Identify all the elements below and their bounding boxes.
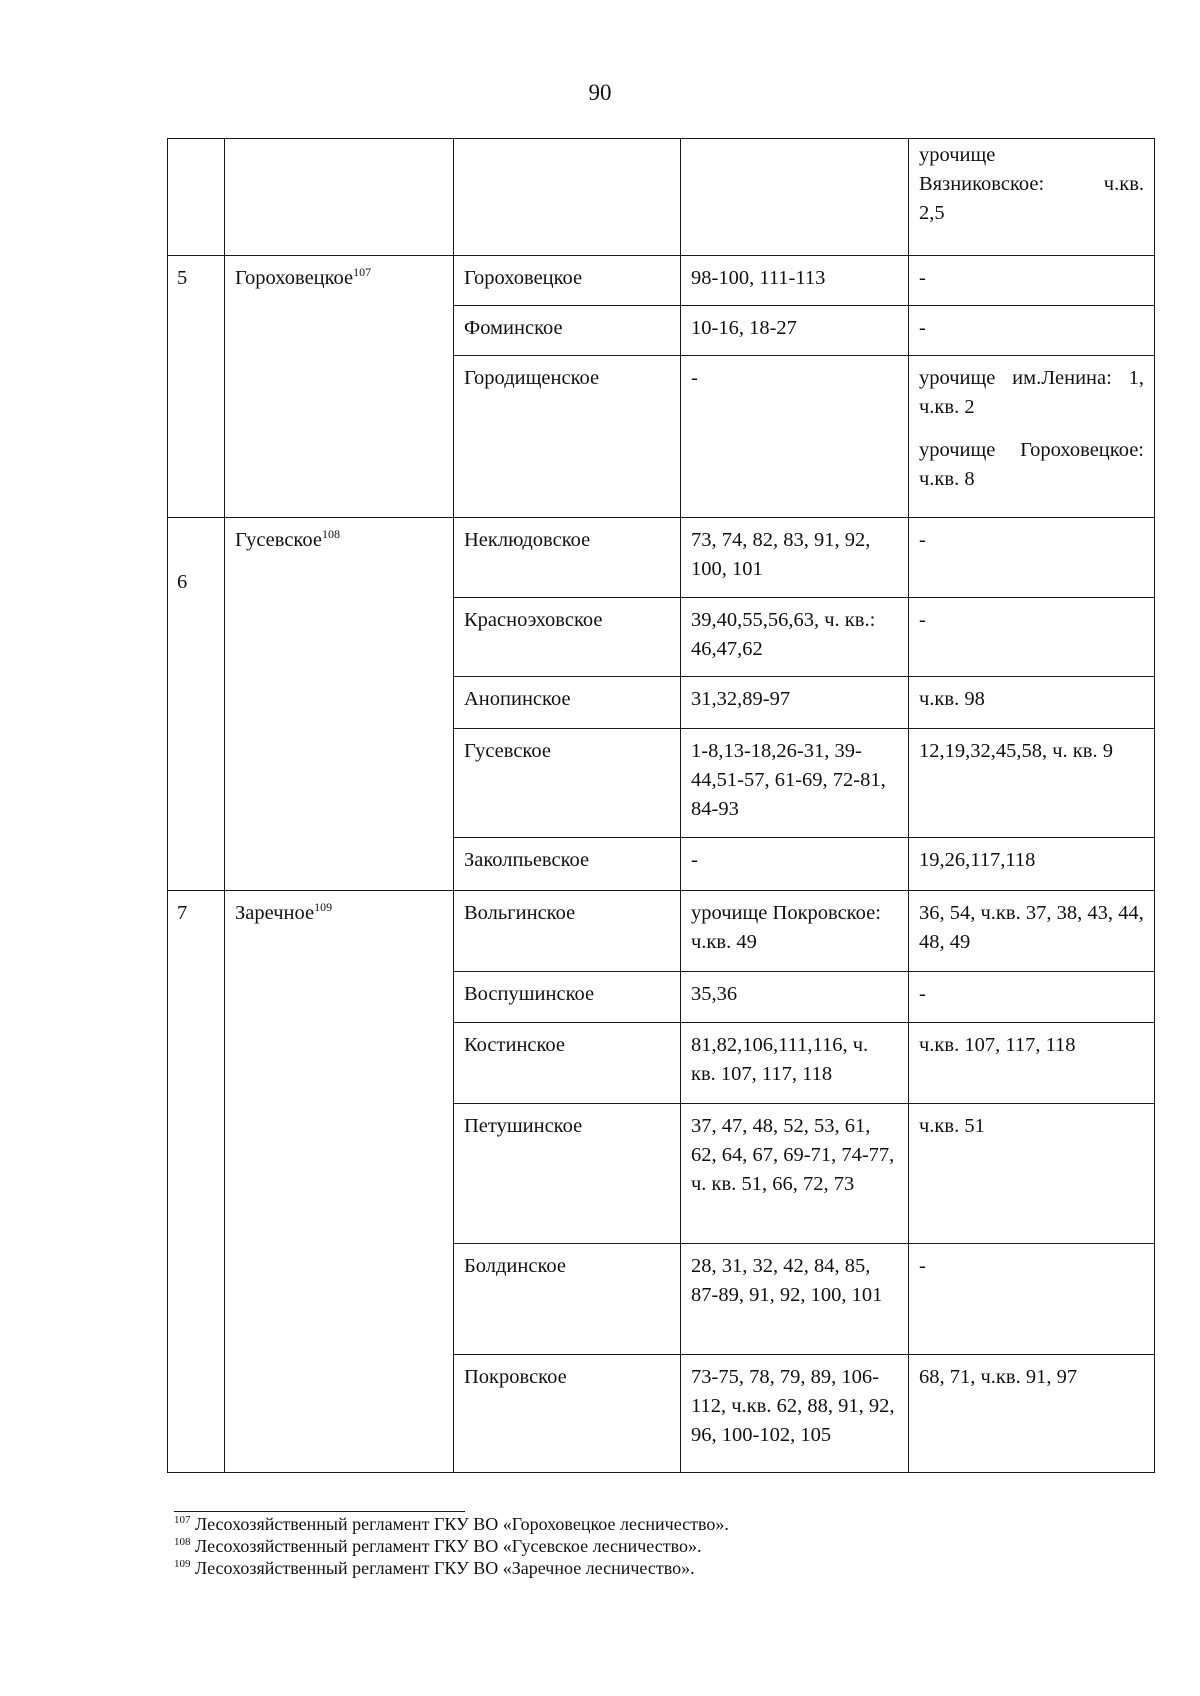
district-name: Заколпьевское: [454, 838, 681, 891]
table-cell: [454, 139, 681, 256]
other-cell: -: [909, 256, 1155, 306]
quarters-cell: 35,36: [681, 972, 909, 1023]
other-cell: 19,26,117,118: [909, 838, 1155, 891]
quarters-cell: 98-100, 111-113: [681, 256, 909, 306]
district-name: Воспушинское: [454, 972, 681, 1023]
footnote-divider: [174, 1511, 465, 1512]
district-name: Неклюдовское: [454, 518, 681, 598]
quarters-cell: 73-75, 78, 79, 89, 106-112, ч.кв. 62, 88, 91, 92, 96, 100-102, 105: [681, 1355, 909, 1473]
footnote-ref: 107: [353, 265, 372, 280]
table-row: [168, 256, 1155, 306]
district-name: Гусевское: [454, 729, 681, 838]
other-cell: урочище им.Ленина: 1, ч.кв. 2 урочище Гороховецкое: ч.кв. 8: [909, 356, 1155, 518]
row-number: 7: [168, 891, 225, 1473]
quarters-cell: 73, 74, 82, 83, 91, 92, 100, 101: [681, 518, 909, 598]
quarters-cell: 1-8,13-18,26-31, 39-44,51-57, 61-69, 72-81, 84-93: [681, 729, 909, 838]
quarters-cell: 37, 47, 48, 52, 53, 61, 62, 64, 67, 69-71, 74-77, ч. кв. 51, 66, 72, 73: [681, 1104, 909, 1244]
other-cell: -: [909, 598, 1155, 677]
quarters-cell: 10-16, 18-27: [681, 306, 909, 356]
quarters-cell: 39,40,55,56,63, ч. кв.: 46,47,62: [681, 598, 909, 677]
forestry-name: Гороховецкое$^{107}$: [225, 256, 454, 518]
district-name: Вольгинское: [454, 891, 681, 972]
footnote-ref: 108: [321, 527, 340, 542]
table-row: [168, 891, 1155, 972]
table-cell: [225, 139, 454, 256]
row-number: 6: [168, 518, 225, 891]
other-cell: 12,19,32,45,58, ч. кв. 9: [909, 729, 1155, 838]
district-name: Анопинское: [454, 677, 681, 729]
other-cell: -: [909, 1244, 1155, 1355]
forestry-name: Заречное$^{109}$: [225, 891, 454, 1473]
other-cell: -: [909, 518, 1155, 598]
quarters-cell: -: [681, 838, 909, 891]
district-name: Болдинское: [454, 1244, 681, 1355]
other-cell: ч.кв. 98: [909, 677, 1155, 729]
other-cell: 36, 54, ч.кв. 37, 38, 43, 44, 48, 49: [909, 891, 1155, 972]
footnote: $^{109}$ Лесохозяйственный регламент ГКУ ВО «Заречное лесничество».: [174, 1558, 695, 1578]
footnotes: [174, 1513, 1074, 1579]
other-cell: -: [909, 306, 1155, 356]
district-name: Покровское: [454, 1355, 681, 1473]
other-cell: ч.кв. 51: [909, 1104, 1155, 1244]
quarters-cell: -: [681, 356, 909, 518]
footnote: $^{107}$ Лесохозяйственный регламент ГКУ ВО «Гороховецкое лесничество».: [174, 1514, 729, 1534]
footnote: $^{108}$ Лесохозяйственный регламент ГКУ ВО «Гусевское лесничество».: [174, 1536, 702, 1556]
tract-text: урочище: [919, 144, 996, 166]
other-cell: -: [909, 972, 1155, 1023]
quarters-cell: урочище Покровское: ч.кв. 49: [681, 891, 909, 972]
district-name: Костинское: [454, 1023, 681, 1104]
other-cell: 68, 71, ч.кв. 91, 97: [909, 1355, 1155, 1473]
district-name: Петушинское: [454, 1104, 681, 1244]
quarters-cell: 28, 31, 32, 42, 84, 85, 87-89, 91, 92, 100, 101: [681, 1244, 909, 1355]
tract-text: 2,5: [919, 202, 945, 224]
other-cell: ч.кв. 107, 117, 118: [909, 1023, 1155, 1104]
table-cell: [681, 139, 909, 256]
district-name: Городищенское: [454, 356, 681, 518]
district-name: Гороховецкое: [454, 256, 681, 306]
quarters-cell: 81,82,106,111,116, ч. кв. 107, 117, 118: [681, 1023, 909, 1104]
tract-text: Вязниковское: ч.кв.: [919, 173, 1144, 195]
table-cell: [168, 139, 225, 256]
table-row: [168, 139, 1155, 256]
footnote-ref: 109: [314, 900, 333, 915]
forest-districts-table: [167, 138, 1155, 1473]
table-cell: [909, 139, 1155, 256]
table-row: [168, 518, 1155, 598]
page-number: 90: [588, 80, 612, 105]
forestry-name: Гусевское$^{108}$: [225, 518, 454, 891]
district-name: Красноэховское: [454, 598, 681, 677]
row-number: 5: [168, 256, 225, 518]
quarters-cell: 31,32,89-97: [681, 677, 909, 729]
district-name: Фоминское: [454, 306, 681, 356]
